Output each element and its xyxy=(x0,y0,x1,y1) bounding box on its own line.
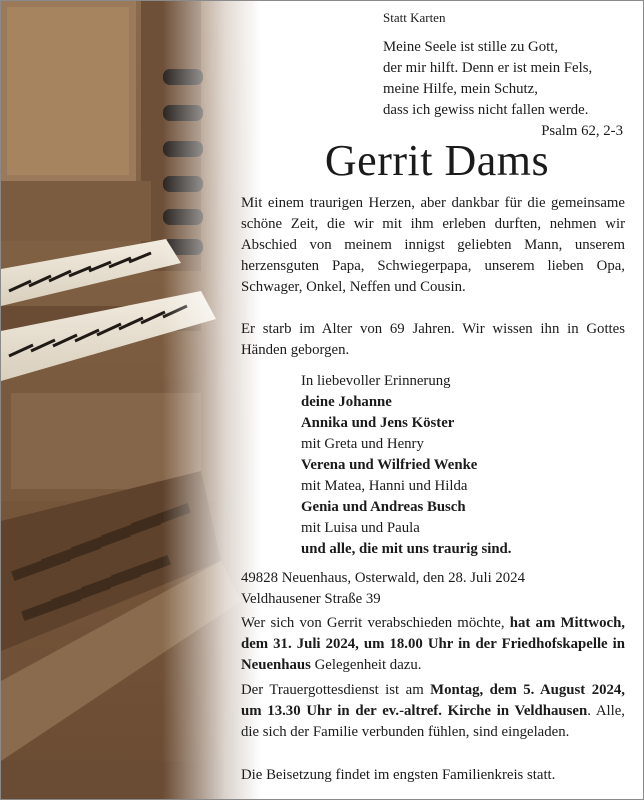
notice-text xyxy=(241,1,633,799)
mourner-line: mit Matea, Hanni und Hilda xyxy=(301,478,468,494)
farewell-text-end: Gelegenheit dazu. xyxy=(310,657,422,673)
intro-paragraph: Mit einem traurigen Herzen, aber dankbar für die gemeinsame schöne Zeit, die wir mit ihm erleben durften, nehmen wir Abschied von meinem innigst geliebten Mann, unserem herzensguten Papa, Schwiegerpapa, unserem lieben Opa, Schwager, Onkel, Neffen und Cousin. xyxy=(241,195,625,295)
address-block xyxy=(241,568,525,610)
organ-photo xyxy=(1,1,261,799)
statt-karten-label: Statt Karten xyxy=(383,10,446,25)
psalm-line: dass ich gewiss nicht fallen werde. xyxy=(383,102,589,118)
mourner-line: mit Greta und Henry xyxy=(301,436,424,452)
farewell-details: hat am Mittwoch, dem 31. Juli 2024, um 18.00 Uhr in der Friedhofskapelle in Neuenhaus xyxy=(241,615,625,673)
psalm-line: meine Hilfe, mein Schutz, xyxy=(383,81,538,97)
service-paragraph xyxy=(241,680,625,743)
service-text: Der Trauergottesdienst ist am xyxy=(241,682,431,698)
farewell-paragraph xyxy=(241,613,625,676)
place-date: 49828 Neuenhaus, Osterwald, den 28. Juli 2024 xyxy=(241,570,525,586)
mourner-line: Annika und Jens Köster xyxy=(301,415,455,431)
mourners-intro: In liebevoller Erinnerung xyxy=(301,373,451,389)
psalm-reference: Psalm 62, 2-3 xyxy=(541,123,623,139)
street-address: Veldhausener Straße 39 xyxy=(241,591,381,607)
psalm-quote xyxy=(383,37,623,142)
psalm-line: Meine Seele ist stille zu Gott, xyxy=(383,39,559,55)
burial-paragraph: Die Beisetzung findet im engsten Familienkreis statt. xyxy=(241,767,556,783)
service-text-end: . Alle, die sich der Familie verbunden fühlen, sind eingeladen. xyxy=(241,703,625,740)
mourner-line: Genia und Andreas Busch xyxy=(301,499,466,515)
psalm-line: der mir hilft. Denn er ist mein Fels, xyxy=(383,60,593,76)
mourner-line: deine Johanne xyxy=(301,394,392,410)
mourner-line: und alle, die mit uns traurig sind. xyxy=(301,541,512,557)
mourner-line: Verena und Wilfried Wenke xyxy=(301,457,478,473)
mourners-list xyxy=(301,371,512,560)
mourner-line: mit Luisa und Paula xyxy=(301,520,420,536)
age-paragraph: Er starb im Alter von 69 Jahren. Wir wissen ihn in Gottes Händen geborgen. xyxy=(241,321,625,358)
deceased-name: Gerrit Dams xyxy=(324,136,550,185)
service-details: Montag, dem 5. August 2024, um 13.30 Uhr in der ev.-altref. Kirche in Veldhausen xyxy=(241,682,625,719)
farewell-text: Wer sich von Gerrit verabschieden möchte, xyxy=(241,615,510,631)
